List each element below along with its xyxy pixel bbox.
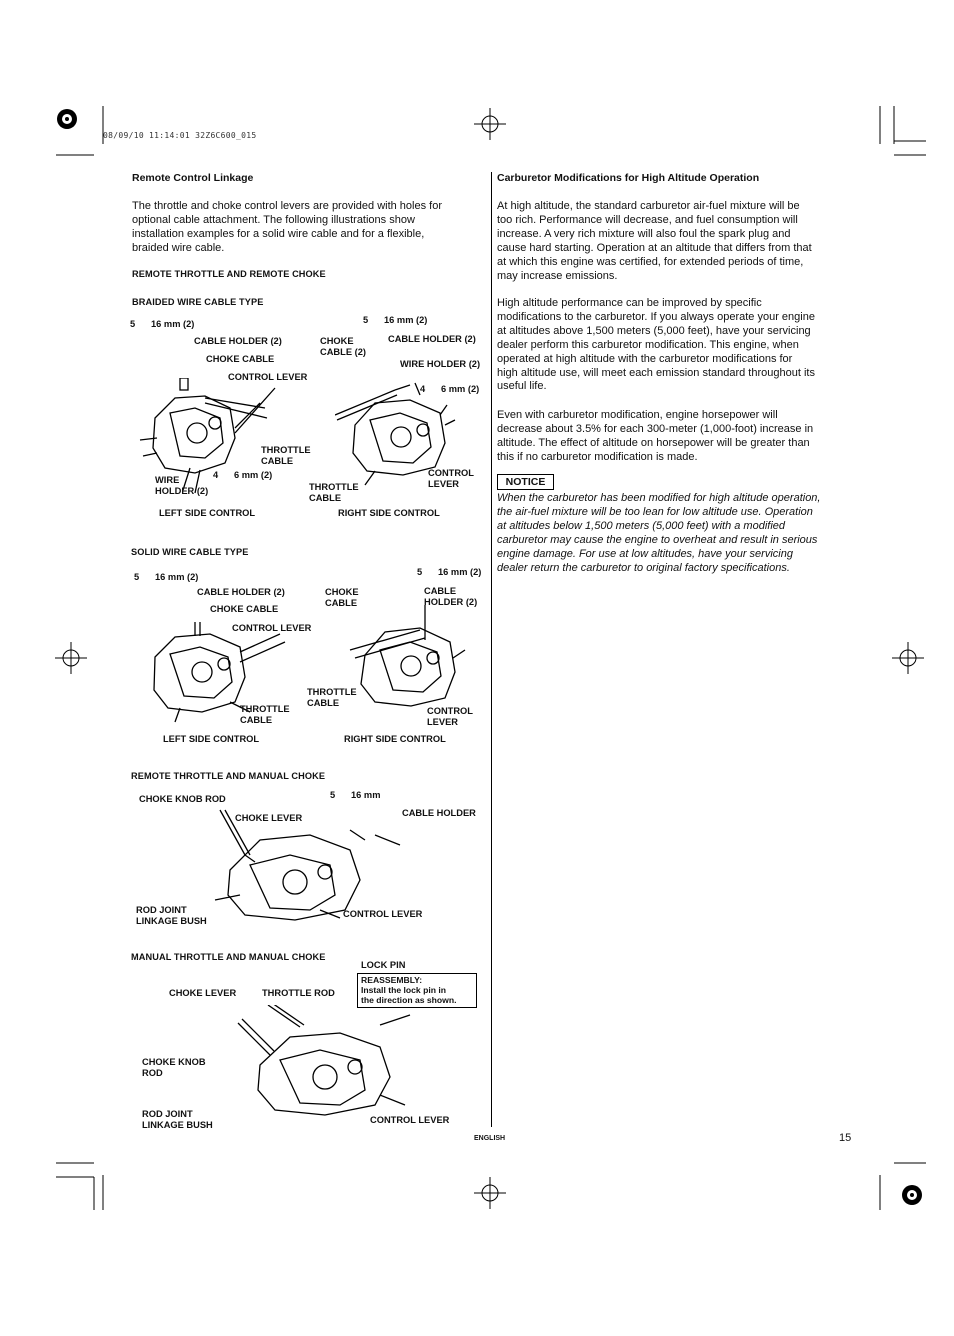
label-line: LEVER <box>428 478 459 489</box>
para-line: altitude. The effect of altitude on horsepower will be greater than <box>497 436 810 449</box>
fig2-right-choke-cable <box>325 587 359 608</box>
notice-label: NOTICE <box>497 474 554 490</box>
label-line: THROTTLE <box>307 687 357 697</box>
para-line: increase. A very rich mixture will also foul the spark plug and <box>497 227 791 240</box>
label-line: LINKAGE BUSH <box>142 1119 213 1130</box>
label-line: HOLDER (2) <box>155 485 209 496</box>
section-remote-remote: REMOTE THROTTLE AND REMOTE CHOKE <box>132 269 326 279</box>
fig2-left-size: 16 mm (2) <box>155 572 199 582</box>
fig2-left-choke-cable: CHOKE CABLE <box>210 604 279 614</box>
fig1-left-size4: 6 mm (2) <box>234 470 273 480</box>
para-line: too rich. Performance will decrease, and fuel consumption will <box>497 213 798 226</box>
para-line: at which this engine was certified, for extended periods of time, <box>497 255 804 268</box>
notice-line: the air-fuel mixture will be too lean for low altitude use. Operation <box>497 505 813 518</box>
label-line: HOLDER (2) <box>424 596 478 607</box>
label-line: CHOKE <box>325 587 359 597</box>
fig3-choke-knob-rod: CHOKE KNOB ROD <box>139 794 226 804</box>
section-solid: SOLID WIRE CABLE TYPE <box>131 547 249 557</box>
fig2-right-num: 5 <box>417 567 423 577</box>
notice-line: engine damage. For use at low altitudes, have your servicing <box>497 547 793 560</box>
fig1-right-control-lever <box>428 468 474 489</box>
notice-line: carburetor may cause the engine to overheat and result in serious <box>497 533 818 546</box>
intro-line: braided wire cable. <box>132 241 225 254</box>
fig1-right-choke-cable <box>320 336 366 357</box>
fig4-choke-lever: CHOKE LEVER <box>169 988 237 998</box>
fig1-left-cable-holder: CABLE HOLDER (2) <box>194 336 282 346</box>
label-line: ROD JOINT <box>142 1109 193 1119</box>
fig1-left-throttle-cable <box>261 445 311 466</box>
fig1-left-choke-cable: CHOKE CABLE <box>206 354 275 364</box>
para-line: decrease about 3.5% for each 300-meter (1,000-foot) increase in <box>497 422 814 435</box>
fig1-left-num: 5 <box>130 319 136 329</box>
section-braided: BRAIDED WIRE CABLE TYPE <box>132 297 264 307</box>
label-line: ROD JOINT <box>136 905 187 915</box>
fig4-control-lever: CONTROL LEVER <box>370 1115 450 1125</box>
label-line: THROTTLE <box>309 482 359 492</box>
fig2-left-throttle-cable <box>240 704 290 725</box>
fig1-right-num4: 4 <box>420 384 426 394</box>
label-line: CHOKE <box>320 336 354 346</box>
para-line: at altitudes above 1,500 meters (5,000 feet), have your servicing <box>497 324 811 337</box>
section-remote-manual: REMOTE THROTTLE AND MANUAL CHOKE <box>131 771 326 781</box>
fig2-right-cable-holder <box>424 586 477 607</box>
altitude-paragraph-3 <box>497 409 813 465</box>
label-line: THROTTLE <box>240 704 290 714</box>
fig2-right-throttle-cable <box>307 687 357 708</box>
fig3-cable-holder: CABLE HOLDER <box>402 808 476 818</box>
fig4-rod-joint <box>142 1109 213 1130</box>
footer-language: ENGLISH <box>474 1135 506 1142</box>
intro-line: optional cable attachment. The following illustrations show <box>132 213 415 226</box>
fig4-lock-pin: LOCK PIN <box>361 960 406 970</box>
fig1-right-cable-holder: CABLE HOLDER (2) <box>388 334 476 344</box>
notice-line: at altitudes below 1,500 meters (5,000 feet) with a modified <box>497 519 785 532</box>
intro-line: The throttle and choke control levers are provided with holes for <box>132 200 442 212</box>
label-line: ROD <box>142 1067 163 1078</box>
fig1-left-num4: 4 <box>213 470 219 480</box>
para-line: cause hard starting. Operation at an altitude that differs from that <box>497 241 812 254</box>
altitude-paragraph-1 <box>497 200 812 283</box>
fig2-left-num: 5 <box>134 572 140 582</box>
fig1-right-size4: 6 mm (2) <box>441 384 480 394</box>
label-line: LEVER <box>427 716 458 727</box>
notice-line: dealer return the carburetor to original factory specifications. <box>497 561 790 574</box>
reassembly-note-box <box>357 973 477 1008</box>
page-number: 15 <box>839 1132 852 1144</box>
fig2-left-control-lever: CONTROL LEVER <box>232 623 312 633</box>
para-line: At high altitude, the standard carburetor air-fuel mixture will be <box>497 200 800 212</box>
label-line: CABLE <box>240 714 273 725</box>
fig1-left-caption: LEFT SIDE CONTROL <box>159 508 256 518</box>
para-line: useful life. <box>497 380 547 393</box>
label-line: CABLE (2) <box>320 346 366 357</box>
fig3-rod-joint <box>136 905 207 926</box>
fig3-num: 5 <box>330 790 336 800</box>
fig1-left-wire-holder <box>155 475 208 496</box>
fig4-throttle-rod: THROTTLE ROD <box>262 988 335 998</box>
para-line: dealer perform this carburetor modification. This engine, when <box>497 338 799 351</box>
fig1-right-throttle-cable <box>309 482 359 503</box>
label-line: CHOKE KNOB <box>142 1057 206 1067</box>
intro-paragraph <box>132 200 442 256</box>
para-line: Even with carburetor modification, engine horsepower will <box>497 409 778 421</box>
label-line: CONTROL <box>427 706 473 716</box>
fig3-size: 16 mm <box>351 790 381 800</box>
intro-line: installation examples for a solid wire cable and for a flexible, <box>132 227 425 240</box>
fig3-choke-lever: CHOKE LEVER <box>235 813 303 823</box>
label-line: CONTROL <box>428 468 474 478</box>
fig2-right-size: 16 mm (2) <box>438 567 482 577</box>
fig4-choke-knob-rod <box>142 1057 206 1078</box>
para-line: high altitude use, will meet each emission standard throughout its <box>497 366 815 379</box>
fig1-left-control-lever: CONTROL LEVER <box>228 372 308 382</box>
solid-right-illustration <box>345 600 495 720</box>
label-line: CABLE <box>307 697 340 708</box>
label-line: CABLE <box>261 455 294 466</box>
reassembly-title: REASSEMBLY: <box>361 975 423 985</box>
label-line: WIRE <box>155 475 180 485</box>
label-line: CABLE <box>424 586 457 596</box>
para-line: modifications to the carburetor. If you always operate your engine <box>497 310 815 323</box>
para-line: may increase emissions. <box>497 269 618 282</box>
altitude-paragraph-2 <box>497 297 815 394</box>
fig1-right-num: 5 <box>363 315 369 325</box>
reassembly-line: the direction as shown. <box>361 995 457 1005</box>
manual-manual-illustration <box>230 1005 470 1125</box>
fig1-right-size: 16 mm (2) <box>384 315 428 325</box>
altitude-heading: Carburetor Modifications for High Altitude Operation <box>497 172 760 184</box>
para-line: High altitude performance can be improved by specific <box>497 297 762 309</box>
remote-control-heading: Remote Control Linkage <box>132 172 254 184</box>
fig2-right-caption: RIGHT SIDE CONTROL <box>344 734 446 744</box>
section-manual-manual: MANUAL THROTTLE AND MANUAL CHOKE <box>131 952 326 962</box>
notice-text <box>497 492 820 575</box>
notice-line: When the carburetor has been modified for high altitude operation, <box>497 492 821 504</box>
label-line: CABLE <box>325 597 358 608</box>
fig2-right-control-lever <box>427 706 473 727</box>
fig2-left-caption: LEFT SIDE CONTROL <box>163 734 260 744</box>
reassembly-line: Install the lock pin in <box>361 985 446 995</box>
label-line: THROTTLE <box>261 445 311 455</box>
label-line: CABLE <box>309 492 342 503</box>
print-timestamp: 08/09/10 11:14:01 32Z6C600_015 <box>103 131 257 140</box>
label-line: LINKAGE BUSH <box>136 915 207 926</box>
fig2-left-cable-holder: CABLE HOLDER (2) <box>197 587 285 597</box>
fig1-right-wire-holder: WIRE HOLDER (2) <box>400 359 481 369</box>
para-line: operated at high altitude with the carburetor modifications for <box>497 352 793 365</box>
para-line: this if no carburetor modification is made. <box>497 450 698 463</box>
fig1-right-caption: RIGHT SIDE CONTROL <box>338 508 440 518</box>
fig1-left-size: 16 mm (2) <box>151 319 195 329</box>
fig3-control-lever: CONTROL LEVER <box>343 909 423 919</box>
